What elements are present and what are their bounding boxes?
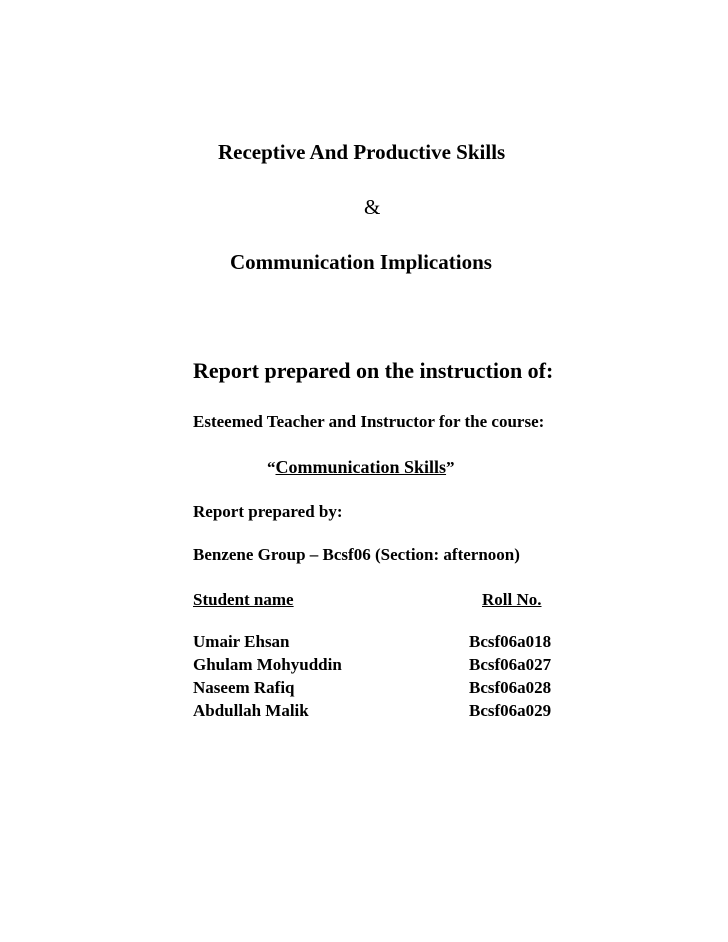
teacher-line: Esteemed Teacher and Instructor for the course: [193,412,545,431]
prepared-by-label: Report prepared by: [193,502,343,521]
course-name: Communication Skills [275,457,447,477]
course-line [267,458,455,476]
student-row [193,701,593,721]
student-name: Naseem Rafiq [193,678,295,697]
student-roll: Bcsf06a028 [469,678,552,697]
close-quote: ” [446,458,455,477]
report-title-line-1: Receptive And Productive Skills [218,140,506,164]
roll-no-header: Roll No. [482,590,542,609]
student-roll: Bcsf06a029 [469,701,552,720]
student-row [193,655,593,675]
instruction-heading: Report prepared on the instruction of: [193,358,554,383]
student-roll: Bcsf06a018 [469,632,552,651]
title-ampersand: & [364,195,381,219]
group-line: Benzene Group – Bcsf06 (Section: afternoon) [193,545,520,564]
student-name-header: Student name [193,590,294,609]
student-name: Abdullah Malik [193,701,309,720]
report-title-line-2: Communication Implications [230,250,492,274]
student-row [193,632,593,652]
student-roll: Bcsf06a027 [469,655,552,674]
open-quote: “ [267,458,276,477]
student-name: Ghulam Mohyuddin [193,655,342,674]
student-row [193,678,593,698]
student-name: Umair Ehsan [193,632,290,651]
